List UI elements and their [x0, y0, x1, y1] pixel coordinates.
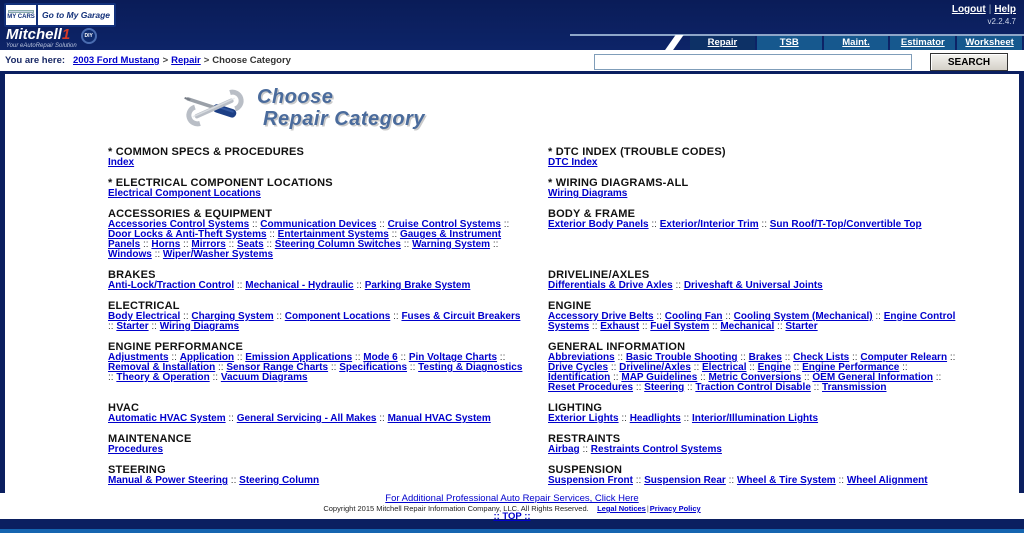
- link-separator: ::: [225, 239, 237, 250]
- divider: |: [646, 504, 649, 513]
- link-separator: ::: [653, 311, 665, 322]
- copyright-text: Copyright 2015 Mitchell Repair Information Company, LLC. All Rights Reserved.: [323, 504, 589, 513]
- category-link[interactable]: Basic Trouble Shooting: [625, 352, 738, 363]
- link-separator: ::: [490, 239, 499, 250]
- link-separator: ::: [108, 321, 117, 332]
- category-link[interactable]: Metric Conversions: [708, 372, 802, 383]
- category-link[interactable]: Drive Cycles: [548, 362, 609, 373]
- help-link[interactable]: Help: [994, 4, 1016, 15]
- category-links: [108, 353, 523, 383]
- link-separator: ::: [801, 372, 813, 383]
- category-link[interactable]: Specifications: [339, 362, 408, 373]
- category-link[interactable]: Cruise Control Systems: [387, 219, 501, 230]
- main-tab-bar: [690, 36, 1024, 50]
- category-link[interactable]: Starter: [785, 321, 818, 332]
- category-heading: RESTRAINTS: [548, 433, 621, 445]
- category-links: [548, 158, 963, 168]
- category-links: [548, 476, 963, 486]
- category-heading: ACCESSORIES & EQUIPMENT: [108, 208, 273, 220]
- category-links: [548, 414, 963, 424]
- category-link[interactable]: Traction Control Disable: [695, 382, 811, 393]
- category-section: [108, 269, 523, 291]
- link-separator: ::: [684, 382, 696, 393]
- category-link[interactable]: Exhaust: [600, 321, 640, 332]
- category-section: [108, 402, 523, 424]
- category-link[interactable]: Mirrors: [191, 239, 226, 250]
- category-links: [108, 281, 523, 291]
- category-heading: BRAKES: [108, 269, 156, 281]
- category-links: [548, 220, 963, 230]
- tab-worksheet[interactable]: Worksheet: [957, 36, 1022, 50]
- link-separator: ::: [352, 352, 364, 363]
- category-link[interactable]: Exterior Body Panels: [548, 219, 649, 230]
- category-link[interactable]: Suspension Rear: [644, 475, 726, 486]
- garage-button-label: Go to My Garage: [42, 9, 111, 20]
- link-separator: ::: [273, 311, 285, 322]
- link-separator: ::: [108, 372, 117, 383]
- category-link[interactable]: Sensor Range Charts: [226, 362, 329, 373]
- category-link[interactable]: Testing & Diagnostics: [418, 362, 523, 373]
- category-section: [548, 341, 963, 393]
- category-link[interactable]: Wiper/Washer Systems: [162, 249, 274, 260]
- link-separator: ::: [215, 362, 227, 373]
- category-link[interactable]: Component Locations: [284, 311, 391, 322]
- category-link[interactable]: Charging System: [191, 311, 274, 322]
- category-link[interactable]: Steering: [644, 382, 685, 393]
- category-link[interactable]: Interior/Illumination Lights: [691, 413, 819, 424]
- link-separator: ::: [180, 239, 192, 250]
- link-separator: ::: [353, 280, 365, 291]
- category-heading: GENERAL INFORMATION: [548, 341, 686, 353]
- link-separator: ::: [680, 413, 692, 424]
- category-link[interactable]: Electrical: [702, 362, 747, 373]
- category-link[interactable]: Gauges & Instrument Panels: [108, 229, 502, 250]
- tab-maint[interactable]: Maint.: [824, 36, 889, 50]
- category-section: [548, 269, 963, 291]
- category-link[interactable]: Mechanical - Hydraulic: [245, 280, 354, 291]
- category-heading: BODY & FRAME: [548, 208, 636, 220]
- footer-blue-line: [0, 529, 1024, 533]
- category-link[interactable]: Procedures: [108, 444, 164, 455]
- category-link[interactable]: Starter: [116, 321, 149, 332]
- link-separator: ::: [497, 352, 506, 363]
- link-separator: ::: [400, 239, 413, 250]
- category-section: [548, 402, 963, 424]
- license-plate-icon: [6, 5, 38, 25]
- category-link[interactable]: Manual HVAC System: [387, 413, 491, 424]
- category-links: [548, 189, 963, 199]
- link-separator: ::: [263, 239, 275, 250]
- link-separator: ::: [608, 362, 620, 373]
- link-separator: ::: [388, 229, 400, 240]
- breadcrumb-bar: [0, 50, 1024, 74]
- link-separator: ::: [737, 352, 749, 363]
- link-separator: ::: [690, 362, 703, 373]
- link-separator: ::: [872, 311, 884, 322]
- category-link[interactable]: General Servicing - All Makes: [236, 413, 377, 424]
- category-grid: [108, 146, 1019, 493]
- link-separator: ::: [697, 372, 709, 383]
- category-links: [108, 312, 523, 332]
- session-links: [952, 4, 1016, 15]
- category-link[interactable]: Theory & Operation: [116, 372, 210, 383]
- link-separator: ::: [376, 219, 388, 230]
- category-link[interactable]: Communication Devices: [260, 219, 377, 230]
- link-separator: ::: [234, 352, 246, 363]
- brand-wordmark: Mitchell1: [6, 26, 71, 43]
- category-section: [108, 341, 523, 393]
- category-link[interactable]: Mechanical: [720, 321, 775, 332]
- plate-label: MY CARS: [7, 14, 35, 20]
- category-links: [108, 445, 523, 455]
- category-link[interactable]: Windows: [108, 249, 152, 260]
- category-link[interactable]: Vacuum Diagrams: [220, 372, 308, 383]
- link-separator: ::: [781, 352, 794, 363]
- category-links: [548, 445, 963, 455]
- category-link[interactable]: Differentials & Drive Axles: [548, 280, 673, 291]
- link-separator: ::: [225, 413, 237, 424]
- main-content: [5, 74, 1019, 493]
- category-heading: SUSPENSION: [548, 464, 623, 476]
- link-separator: ::: [266, 229, 278, 240]
- category-heading: MAINTENANCE: [108, 433, 192, 445]
- category-links: [548, 312, 963, 332]
- category-link[interactable]: DTC Index: [548, 157, 598, 168]
- link-separator: ::: [722, 311, 734, 322]
- category-section: [108, 177, 523, 199]
- category-link[interactable]: Entertainment Systems: [277, 229, 389, 240]
- category-link[interactable]: Steering Column: [239, 475, 320, 486]
- link-separator: ::: [579, 444, 591, 455]
- category-link[interactable]: Restraints Control Systems: [590, 444, 722, 455]
- link-separator: ::: [672, 280, 684, 291]
- link-separator: ::: [614, 352, 626, 363]
- legal-notices-link[interactable]: Legal Notices: [597, 504, 646, 513]
- category-link[interactable]: Seats: [236, 239, 264, 250]
- link-separator: ::: [168, 352, 180, 363]
- link-separator: ::: [774, 321, 786, 332]
- category-links: [548, 281, 963, 291]
- category-heading: ENGINE: [548, 300, 592, 312]
- link-separator: ::: [148, 321, 160, 332]
- category-heading: ELECTRICAL: [108, 300, 180, 312]
- go-to-my-garage-button[interactable]: [4, 3, 116, 27]
- category-link[interactable]: Wheel Alignment: [846, 475, 928, 486]
- diy-badge-icon: DIY: [81, 28, 97, 44]
- category-section: [548, 146, 963, 168]
- category-section: [548, 464, 963, 486]
- search-input[interactable]: [594, 54, 912, 70]
- category-link[interactable]: Wiring Diagrams: [548, 188, 628, 199]
- category-section: [548, 208, 963, 260]
- page-title-line1: Choose: [257, 86, 334, 108]
- category-link[interactable]: Electrical Component Locations: [108, 188, 261, 199]
- category-link[interactable]: Fuel System: [650, 321, 710, 332]
- category-section: [108, 146, 523, 168]
- crossed-tools-icon: [183, 86, 247, 130]
- category-section: [108, 433, 523, 455]
- category-link[interactable]: Suspension Front: [548, 475, 633, 486]
- category-link[interactable]: Sun Roof/T-Top/Convertible Top: [769, 219, 922, 230]
- category-link[interactable]: Warning System: [412, 239, 491, 250]
- category-link[interactable]: Accessories Control Systems: [108, 219, 250, 230]
- link-separator: ::: [390, 311, 402, 322]
- category-link[interactable]: Engine Control Systems: [548, 311, 956, 332]
- link-separator: ::: [209, 372, 221, 383]
- brand-tagline: Your eAutoRepair Solution: [6, 43, 77, 49]
- link-separator: ::: [709, 321, 721, 332]
- category-link[interactable]: Emission Applications: [245, 352, 353, 363]
- category-link[interactable]: Accessory Drive Belts: [548, 311, 654, 322]
- category-link[interactable]: Removal & Installation: [108, 362, 216, 373]
- category-link[interactable]: MAP Guidelines: [621, 372, 698, 383]
- category-link[interactable]: Computer Relearn: [860, 352, 948, 363]
- category-heading: DRIVELINE/AXLES: [548, 269, 650, 281]
- breadcrumb-separator: >: [203, 55, 210, 66]
- category-section: [548, 300, 963, 332]
- category-link[interactable]: Anti-Lock/Traction Control: [108, 280, 235, 291]
- tab-estimator[interactable]: Estimator: [890, 36, 955, 50]
- search-button[interactable]: SEARCH: [930, 53, 1008, 71]
- link-separator: ::: [932, 372, 942, 383]
- category-link[interactable]: Check Lists: [793, 352, 850, 363]
- page-title: [257, 86, 425, 130]
- category-links: [108, 476, 523, 486]
- category-heading: HVAC: [108, 402, 140, 414]
- category-heading: LIGHTING: [548, 402, 603, 414]
- category-link[interactable]: Exterior Lights: [548, 413, 619, 424]
- category-link[interactable]: Engine Performance: [802, 362, 900, 373]
- link-separator: ::: [633, 475, 645, 486]
- page-title-block: [183, 86, 1019, 138]
- link-separator: ::: [610, 372, 622, 383]
- privacy-policy-link[interactable]: Privacy Policy: [649, 504, 701, 513]
- breadcrumb-repair-link[interactable]: Repair: [171, 55, 201, 66]
- link-separator: ::: [947, 352, 956, 363]
- category-heading: * COMMON SPECS & PROCEDURES: [108, 146, 305, 158]
- link-separator: ::: [633, 382, 645, 393]
- top-header: [0, 0, 1024, 50]
- link-separator: ::: [151, 249, 163, 260]
- category-link[interactable]: Pin Voltage Charts: [408, 352, 498, 363]
- link-separator: ::: [618, 413, 630, 424]
- back-to-top-link[interactable]: :: TOP ::: [493, 511, 531, 522]
- mitchell1-logo: [6, 27, 97, 49]
- tab-tsb[interactable]: TSB: [757, 36, 822, 50]
- category-link[interactable]: OEM General Information: [812, 372, 933, 383]
- category-link[interactable]: Abbreviations: [548, 352, 615, 363]
- category-link[interactable]: Identification: [548, 372, 611, 383]
- category-heading: * DTC INDEX (TROUBLE CODES): [548, 146, 726, 158]
- category-link[interactable]: Manual & Power Steering: [108, 475, 229, 486]
- link-separator: ::: [758, 219, 770, 230]
- category-link[interactable]: Application: [179, 352, 235, 363]
- category-links: [108, 220, 523, 260]
- link-separator: ::: [790, 362, 803, 373]
- category-link[interactable]: Horns: [151, 239, 181, 250]
- link-separator: ::: [234, 280, 246, 291]
- category-links: [108, 189, 523, 199]
- category-link[interactable]: Reset Procedures: [548, 382, 634, 393]
- category-heading: ENGINE PERFORMANCE: [108, 341, 243, 353]
- category-section: [548, 433, 963, 455]
- category-link[interactable]: Headlights: [629, 413, 681, 424]
- breadcrumb-vehicle-link[interactable]: 2003 Ford Mustang: [73, 55, 160, 66]
- category-link[interactable]: Cooling System (Mechanical): [733, 311, 873, 322]
- link-separator: ::: [589, 321, 601, 332]
- category-links: [108, 414, 523, 424]
- link-separator: ::: [849, 352, 861, 363]
- breadcrumb-separator: >: [162, 55, 169, 66]
- link-separator: ::: [180, 311, 192, 322]
- category-link[interactable]: Wiring Diagrams: [159, 321, 240, 332]
- link-separator: ::: [500, 219, 510, 230]
- category-link[interactable]: Transmission: [822, 382, 887, 393]
- category-link[interactable]: Exterior/Interior Trim: [659, 219, 759, 230]
- category-link[interactable]: Parking Brake System: [364, 280, 471, 291]
- category-heading: * ELECTRICAL COMPONENT LOCATIONS: [108, 177, 333, 189]
- link-separator: ::: [639, 321, 651, 332]
- category-section: [108, 464, 523, 486]
- logout-link[interactable]: Logout: [951, 4, 986, 15]
- category-link[interactable]: Body Electrical: [108, 311, 181, 322]
- category-link[interactable]: Brakes: [748, 352, 782, 363]
- category-link[interactable]: Driveline/Axles: [619, 362, 691, 373]
- link-separator: ::: [328, 362, 340, 373]
- link-separator: ::: [249, 219, 261, 230]
- category-link[interactable]: Index: [108, 157, 135, 168]
- link-separator: ::: [140, 239, 152, 250]
- link-separator: ::: [725, 475, 737, 486]
- category-link[interactable]: Adjustments: [108, 352, 169, 363]
- category-link[interactable]: Cooling Fan: [664, 311, 723, 322]
- category-section: [108, 208, 523, 260]
- link-separator: ::: [810, 382, 823, 393]
- category-links: [548, 353, 963, 393]
- category-link[interactable]: Airbag: [548, 444, 580, 455]
- category-section: [108, 300, 523, 332]
- breadcrumb-prefix: You are here:: [5, 55, 66, 66]
- link-separator: ::: [228, 475, 240, 486]
- search-area: [594, 53, 1008, 71]
- category-link[interactable]: Engine: [757, 362, 791, 373]
- link-separator: ::: [835, 475, 847, 486]
- link-separator: ::: [376, 413, 388, 424]
- link-separator: ::: [397, 352, 409, 363]
- tab-repair[interactable]: Repair: [690, 36, 755, 50]
- category-link[interactable]: Automatic HVAC System: [108, 413, 226, 424]
- link-separator: ::: [648, 219, 660, 230]
- diagonal-divider: [664, 35, 683, 51]
- footer: [0, 493, 1024, 522]
- category-link[interactable]: Steering Column Switches: [274, 239, 401, 250]
- version-label: v2.2.4.7: [987, 17, 1016, 26]
- link-separator: ::: [746, 362, 758, 373]
- category-link[interactable]: Fuses & Circuit Breakers: [401, 311, 521, 322]
- category-heading: STEERING: [108, 464, 166, 476]
- category-heading: * WIRING DIAGRAMS-ALL: [548, 177, 689, 189]
- category-link[interactable]: Door Locks & Anti-Theft Systems: [108, 229, 267, 240]
- link-separator: ::: [407, 362, 419, 373]
- link-separator: ::: [899, 362, 908, 373]
- page-title-line2: Repair Category: [263, 108, 425, 130]
- additional-services-link[interactable]: For Additional Professional Auto Repair Services, Click Here: [385, 493, 639, 504]
- divider: |: [988, 4, 992, 15]
- category-link[interactable]: Mode 6: [363, 352, 398, 363]
- category-link[interactable]: Wheel & Tire System: [736, 475, 836, 486]
- category-link[interactable]: Driveshaft & Universal Joints: [683, 280, 823, 291]
- category-section: [548, 177, 963, 199]
- category-links: [108, 158, 523, 168]
- breadcrumb-current: Choose Category: [212, 55, 291, 66]
